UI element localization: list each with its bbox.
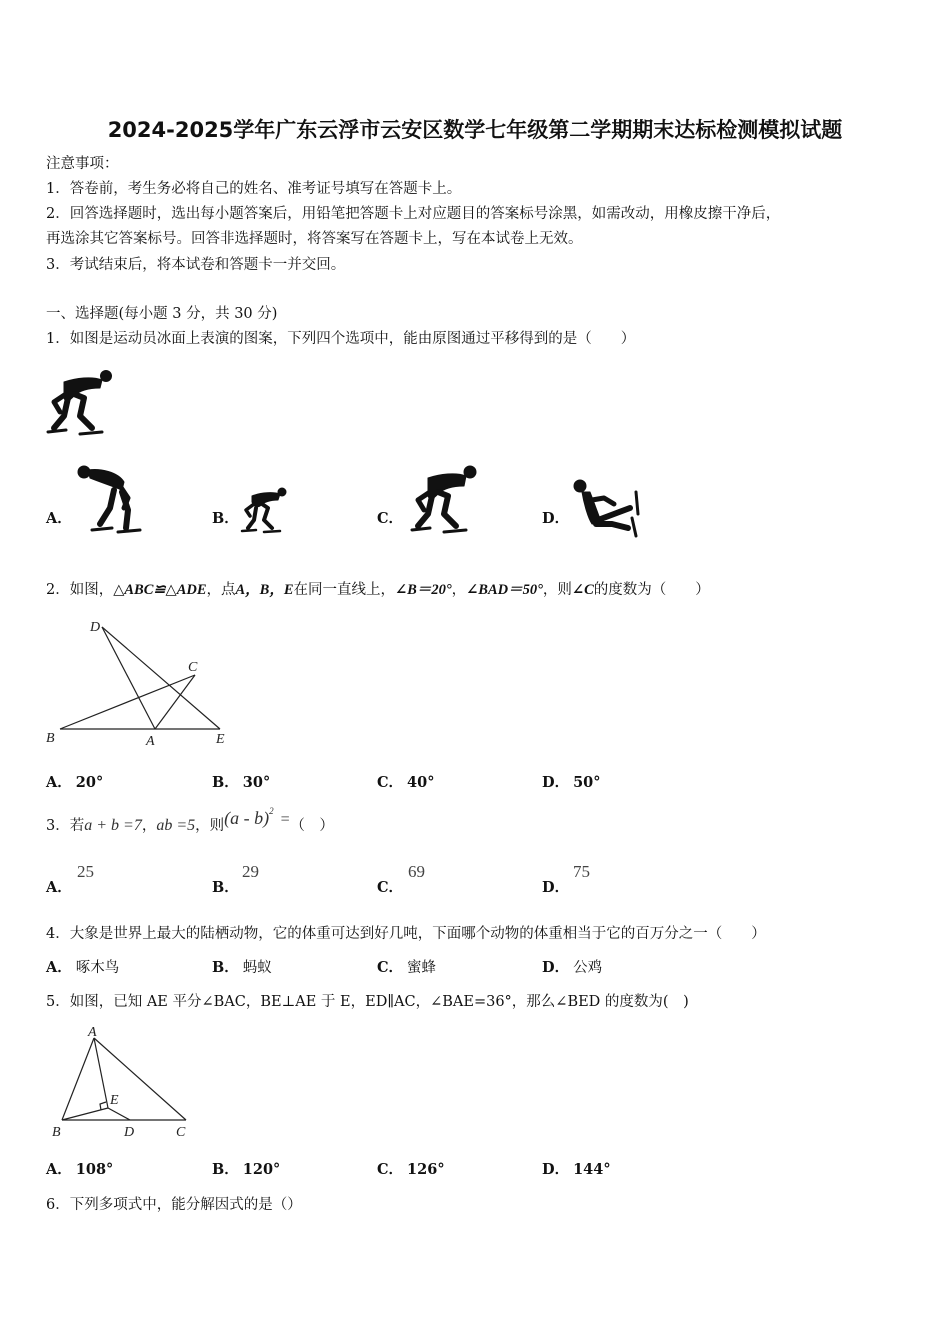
q2-number: 2．如图， (46, 582, 114, 598)
q2-sep: ， (451, 582, 467, 598)
q5-option-d: D． 144° (542, 1161, 611, 1178)
q3-option-c-value: 69 (408, 862, 425, 881)
q2-angle-b: ∠B＝20° (395, 582, 452, 598)
q3-condition-2: ab =5 (156, 817, 196, 834)
q3-number: 3．若 (46, 818, 85, 834)
q2-label-c: C (188, 660, 198, 675)
notice-item-1: 1．答卷前，考生务必将自己的姓名、准考证号填写在答题卡上。 (46, 181, 462, 197)
q3-option-b-label: B． (212, 879, 239, 896)
q2-text-4: 的度数为（ ） (593, 582, 710, 598)
q1-option-b-label: B． (212, 510, 239, 527)
q2-option-b: B． 30° (212, 774, 271, 791)
section-heading: 一、选择题(每小题 3 分，共 30 分) (46, 306, 278, 322)
q3-then: ，则 (195, 818, 225, 834)
notice-item-3: 3．考试结束后，将本试卷和答题卡一并交回。 (46, 257, 346, 273)
q2-congruence: △ABC≌△ADE (113, 582, 207, 598)
q3-equals: = (279, 811, 291, 828)
q5-label-c: C (176, 1125, 186, 1140)
q4-option-b: B． 蚂蚁 (212, 959, 272, 976)
q1-option-d-label: D． (542, 510, 570, 527)
q2-option-d: D． 50° (542, 774, 601, 791)
skater-option-a-image (74, 462, 146, 540)
q3-sep: ， (141, 818, 157, 834)
q3-paren: （ ） (290, 818, 334, 834)
q4-option-a: A． 啄木鸟 (46, 959, 120, 976)
question-1-stem: 1．如图是运动员冰面上表演的图案，下列四个选项中，能由原图通过平移得到的是（ ） (46, 331, 636, 347)
skater-option-b-image (240, 486, 290, 538)
notice-item-2-line-2: 再选涂其它答案标号。回答非选择题时，将答案写在答题卡上，写在本试卷上无效。 (46, 231, 583, 247)
question-5-stem: 5．如图，已知 AE 平分∠BAC，BE⊥AE 于 E，ED∥AC，∠BAE=36°，那么∠BED 的度数为( ) (46, 994, 689, 1010)
q5-triangle-figure (44, 1024, 200, 1144)
q5-option-a: A． 108° (46, 1161, 114, 1178)
q2-option-a: A． 20° (46, 774, 104, 791)
q2-text-2: 在同一直线上， (293, 582, 396, 598)
q3-expression: (a - b) (224, 808, 270, 828)
q4-option-c: C． 蜜蜂 (377, 959, 437, 976)
question-4-stem: 4．大象是世界上最大的陆栖动物，它的体重可达到好几吨，下面哪个动物的体重相当于它的百万分之一（ ） (46, 926, 766, 942)
q5-label-e: E (110, 1093, 119, 1108)
q4-option-d: D． 公鸡 (542, 959, 603, 976)
notice-item-2-line-1: 2．回答选择题时，选出每小题答案后，用铅笔把答题卡上对应题目的答案标号涂黑，如需改动，用橡皮擦干净后， (46, 206, 781, 222)
q3-condition-1: a + b =7 (84, 817, 142, 834)
q5-label-a: A (88, 1025, 97, 1040)
q2-label-a: A (146, 734, 155, 749)
q2-text-1: ，点 (206, 582, 236, 598)
q3-exponent: 2 (269, 806, 274, 817)
q2-label-d: D (90, 620, 101, 635)
question-3-stem (46, 806, 334, 835)
q2-triangle-figure (40, 612, 240, 752)
q3-option-a-label: A． (46, 879, 72, 896)
q3-option-c-label: C． (377, 879, 404, 896)
q5-label-d: D (124, 1125, 135, 1140)
question-2-stem (46, 578, 710, 599)
q5-option-b: B． 120° (212, 1161, 281, 1178)
q3-option-a-value: 25 (77, 862, 94, 881)
skater-original-image (44, 368, 114, 440)
q3-option-d-label: D． (542, 879, 570, 896)
q1-option-c-label: C． (377, 510, 404, 527)
q5-label-b: B (52, 1125, 61, 1140)
q3-option-d-value: 75 (573, 862, 590, 881)
q3-option-b-value: 29 (242, 862, 259, 881)
question-6-stem: 6．下列多项式中，能分解因式的是（） (46, 1197, 302, 1213)
q2-angle-c: ∠C (571, 582, 594, 598)
notice-heading: 注意事项： (46, 156, 119, 172)
q2-angle-bad: ∠BAD＝50° (466, 582, 543, 598)
q2-points: A，B，E (235, 582, 294, 598)
q2-label-e: E (216, 732, 225, 747)
q1-option-a-label: A． (46, 510, 72, 527)
q2-text-3: ，则 (542, 582, 572, 598)
q2-label-b: B (46, 731, 55, 746)
skater-option-c-image (406, 464, 478, 538)
q2-option-c: C． 40° (377, 774, 435, 791)
skater-option-d-image (570, 474, 646, 540)
page-title: 2024-2025学年广东云浮市云安区数学七年级第二学期期末达标检测模拟试题 (107, 118, 843, 142)
q5-option-c: C． 126° (377, 1161, 445, 1178)
